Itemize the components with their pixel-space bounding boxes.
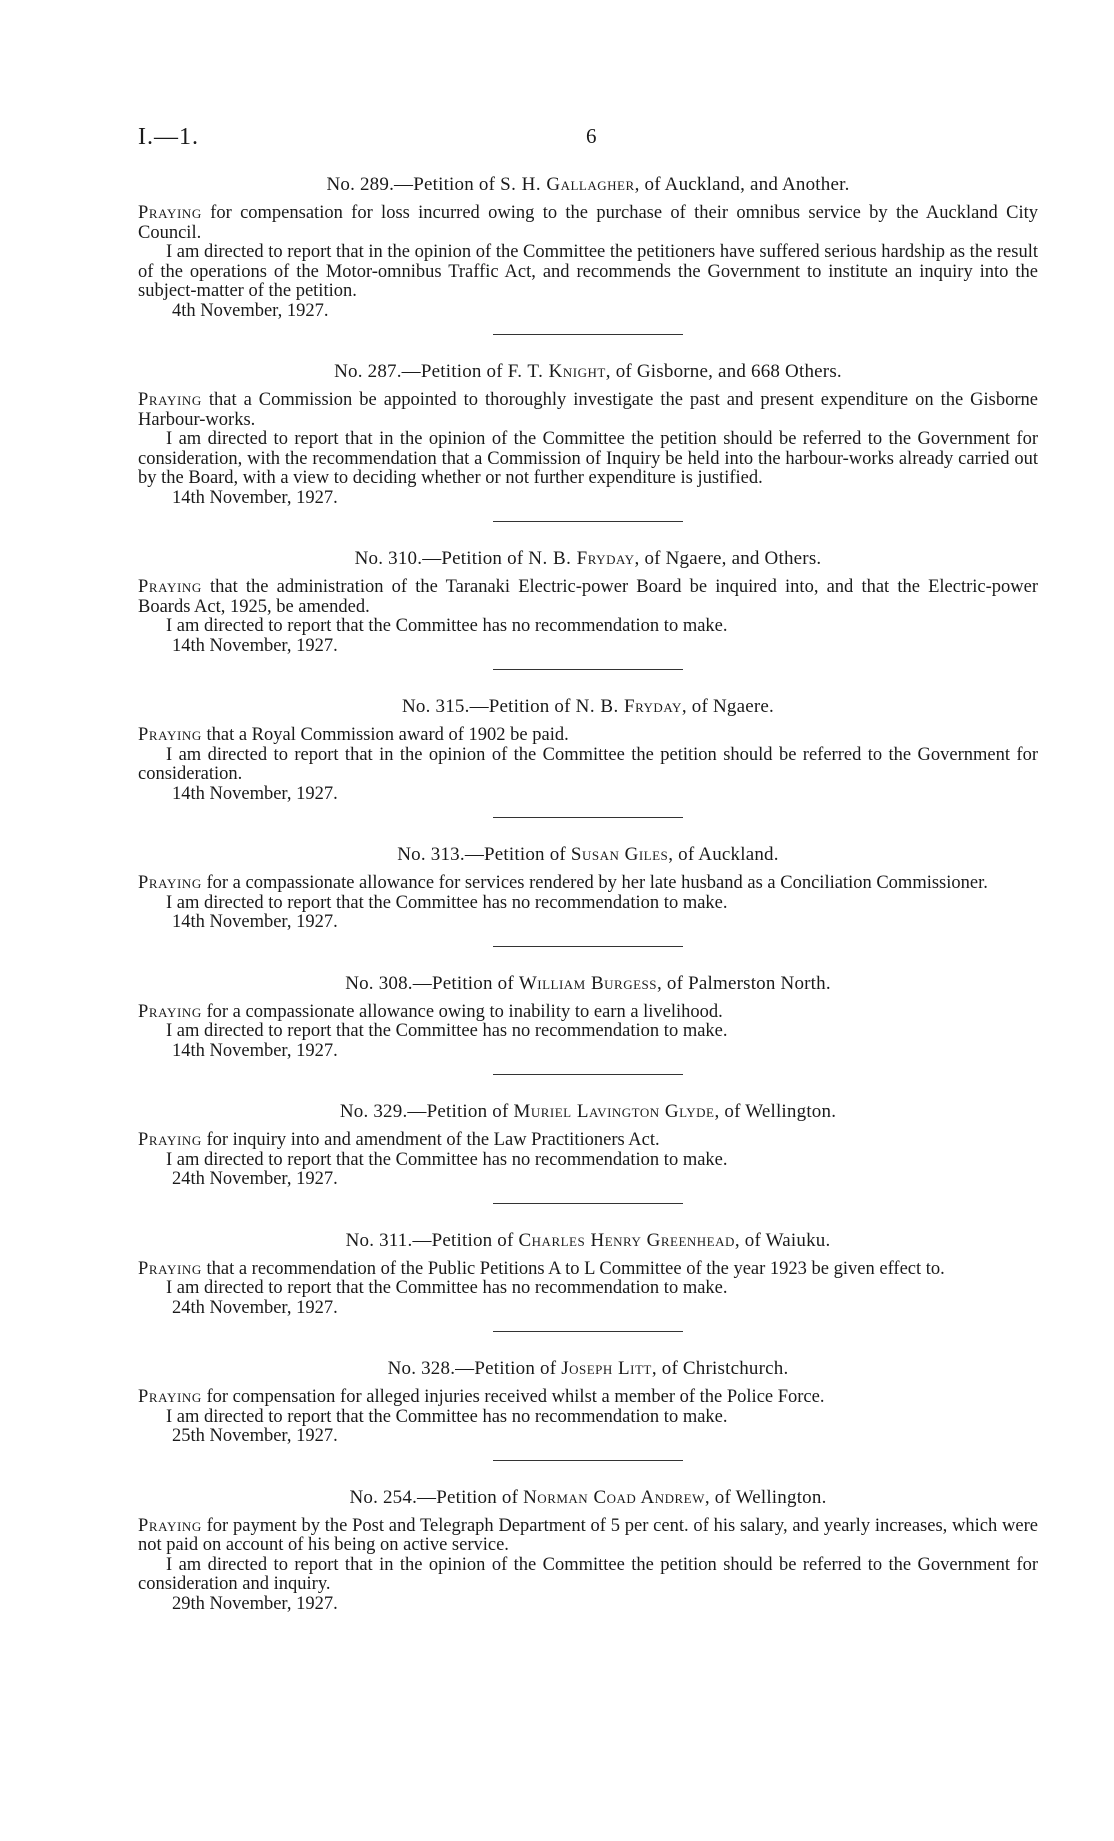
- petitioner-name: William Burgess: [518, 972, 658, 994]
- petitioner-name: N. B. Fryday: [528, 548, 635, 569]
- section-divider: [493, 817, 683, 818]
- petition-entry: [138, 971, 1038, 1076]
- committee-report: I am directed to report that in the opinion of the Committee the petition should be referred to the Government for consideration and inquiry.: [138, 1554, 1038, 1594]
- petitioner-name: Joseph Litt: [561, 1358, 652, 1379]
- petition-title: [138, 359, 1038, 385]
- praying-lead: Praying: [138, 725, 202, 745]
- petition-title-suffix: , of Wellington.: [714, 1101, 837, 1122]
- praying-text: for compensation for alleged injuries received whilst a member of the Police Force.: [201, 1387, 825, 1407]
- praying-lead: Praying: [138, 1387, 202, 1407]
- petition-entry: [138, 546, 1038, 670]
- section-divider: [493, 334, 683, 335]
- report-date: 14th November, 1927.: [172, 635, 338, 656]
- petitions-list: [138, 172, 1038, 1614]
- petition-entry: [138, 1485, 1038, 1615]
- section-divider: [493, 1074, 683, 1075]
- praying-paragraph: [138, 1131, 1038, 1151]
- petitioner-name: Susan Giles: [570, 844, 669, 865]
- praying-paragraph: [138, 578, 1038, 617]
- petition-title-prefix: No. 289.—Petition of: [326, 174, 501, 195]
- report-date: 24th November, 1927.: [172, 1297, 338, 1318]
- petitioner-name: S. H. Gallagher: [500, 174, 635, 195]
- section-divider: [493, 1331, 683, 1332]
- petition-title-suffix: , of Ngaere.: [681, 696, 774, 717]
- praying-paragraph: [138, 726, 1038, 746]
- petition-entry: [138, 1099, 1038, 1204]
- petition-title-suffix: , of Palmerston North.: [657, 972, 831, 994]
- petitioner-name: Charles Henry Greenhead: [518, 1229, 735, 1251]
- petition-title: [138, 172, 1038, 198]
- petition-title-prefix: No. 287.—Petition of: [334, 361, 508, 382]
- praying-text: for compensation for loss incurred owing to the purchase of their omnibus service by the Auckland City Council.: [138, 203, 1038, 243]
- praying-paragraph: [138, 1388, 1038, 1408]
- petition-title-suffix: , of Auckland, and Another.: [634, 174, 850, 195]
- petition-title-prefix: No. 254.—Petition of: [349, 1486, 524, 1508]
- petition-title-suffix: , of Waiuku.: [734, 1229, 831, 1251]
- petition-entry: [138, 694, 1038, 818]
- praying-text: for payment by the Post and Telegraph Department of 5 per cent. of his salary, and yearly increases, which were not paid on account of his being on active service.: [138, 1515, 1038, 1555]
- petition-title: [138, 1485, 1038, 1511]
- praying-text: that the administration of the Taranaki Electric-power Board be inquired into, and that the Electric-power Boards Act, 1925, be amended.: [138, 577, 1038, 617]
- section-divider: [493, 669, 683, 670]
- petition-title-prefix: No. 315.—Petition of: [402, 696, 576, 717]
- committee-report: I am directed to report that the Committee has no recommendation to make.: [166, 1406, 728, 1427]
- committee-report: I am directed to report that the Committee has no recommendation to make.: [166, 616, 728, 636]
- praying-paragraph: [138, 1003, 1038, 1023]
- petitioner-name: N. B. Fryday: [575, 696, 682, 717]
- petition-title-suffix: , of Ngaere, and Others.: [634, 548, 822, 569]
- petition-title-prefix: No. 311.—Petition of: [345, 1229, 519, 1251]
- praying-text: that a Commission be appointed to thoroughly investigate the past and present expenditure on the Gisborne Harbour-works.: [138, 390, 1038, 430]
- petition-title: [138, 1356, 1038, 1382]
- praying-lead: Praying: [138, 1130, 202, 1150]
- petition-title-prefix: No. 310.—Petition of: [354, 548, 529, 569]
- report-date: 4th November, 1927.: [172, 300, 329, 321]
- petition-title-prefix: No. 308.—Petition of: [345, 972, 519, 994]
- report-date: 14th November, 1927.: [172, 783, 338, 804]
- committee-report: I am directed to report that the Committee has no recommendation to make.: [166, 1149, 728, 1170]
- report-date: 25th November, 1927.: [172, 1426, 338, 1446]
- petition-title-suffix: , of Wellington.: [704, 1486, 827, 1508]
- praying-text: for a compassionate allowance owing to inability to earn a livelihood.: [201, 1001, 723, 1022]
- petition-entry: [138, 172, 1038, 335]
- petition-entry: [138, 1356, 1038, 1461]
- report-date: 24th November, 1927.: [172, 1169, 338, 1189]
- praying-lead: Praying: [138, 1001, 202, 1022]
- petitioner-name: F. T. Knight: [507, 361, 606, 382]
- section-divider: [493, 521, 683, 522]
- petition-title: [138, 1099, 1038, 1125]
- report-date: 14th November, 1927.: [172, 912, 338, 932]
- praying-paragraph: [138, 1517, 1038, 1556]
- committee-report: I am directed to report that the Committee has no recommendation to make.: [166, 892, 728, 913]
- praying-paragraph: [138, 391, 1038, 430]
- petition-title-prefix: No. 329.—Petition of: [339, 1101, 514, 1122]
- committee-report: I am directed to report that the Committee has no recommendation to make.: [166, 1278, 728, 1298]
- praying-lead: Praying: [138, 1515, 202, 1536]
- praying-paragraph: [138, 204, 1038, 243]
- petition-entry: [138, 359, 1038, 522]
- praying-lead: Praying: [138, 203, 202, 223]
- petitioner-name: Norman Coad Andrew: [523, 1486, 705, 1508]
- petitioner-name: Muriel Lavington Glyde: [513, 1101, 715, 1122]
- report-date: 14th November, 1927.: [172, 1040, 338, 1061]
- praying-lead: Praying: [138, 1258, 202, 1279]
- praying-lead: Praying: [138, 390, 202, 410]
- praying-paragraph: [138, 874, 1038, 894]
- petition-title-prefix: No. 313.—Petition of: [397, 844, 571, 865]
- report-date: 14th November, 1927.: [172, 487, 338, 508]
- petition-title: [138, 694, 1038, 720]
- page-number: 6: [586, 124, 597, 148]
- petition-title: [138, 971, 1038, 997]
- petition-title: [138, 546, 1038, 572]
- committee-report: I am directed to report that in the opinion of the Committee the petition should be referred to the Government for consideration.: [138, 744, 1038, 784]
- committee-report: I am directed to report that the Committee has no recommendation to make.: [166, 1021, 728, 1041]
- petition-entry: [138, 842, 1038, 947]
- petition-title: [138, 1228, 1038, 1254]
- section-divider: [493, 1460, 683, 1461]
- document-reference: I.—1.: [138, 124, 199, 150]
- petition-title-suffix: , of Auckland.: [668, 844, 779, 865]
- praying-text: that a recommendation of the Public Petitions A to L Committee of the year 1923 be given effect to.: [201, 1258, 945, 1279]
- committee-report: I am directed to report that in the opinion of the Committee the petition should be referred to the Government for consideration, with the recommendation that a Commission of Inquiry be held into the harbour-works already carried out by the Board, with a view to deciding whether or not further expenditure is justified.: [138, 429, 1038, 488]
- section-divider: [493, 946, 683, 947]
- praying-paragraph: [138, 1260, 1038, 1280]
- praying-lead: Praying: [138, 873, 202, 893]
- petition-entry: [138, 1228, 1038, 1333]
- praying-text: for a compassionate allowance for services rendered by her late husband as a Conciliation Commissioner.: [201, 873, 988, 893]
- report-date: 29th November, 1927.: [172, 1593, 338, 1614]
- praying-text: for inquiry into and amendment of the Law Practitioners Act.: [201, 1130, 660, 1150]
- petition-title-prefix: No. 328.—Petition of: [387, 1358, 562, 1379]
- petition-title-suffix: , of Gisborne, and 668 Others.: [605, 361, 842, 382]
- praying-text: that a Royal Commission award of 1902 be paid.: [201, 725, 569, 745]
- section-divider: [493, 1203, 683, 1204]
- petition-title: [138, 842, 1038, 868]
- praying-lead: Praying: [138, 577, 202, 597]
- petition-title-suffix: , of Christchurch.: [651, 1358, 789, 1379]
- page-header: [138, 124, 1038, 154]
- committee-report: I am directed to report that in the opinion of the Committee the petitioners have suffered serious hardship as the result of the operations of the Motor-omnibus Traffic Act, and recommends the Government to institute an inquiry into the subject-matter of the petition.: [138, 242, 1039, 301]
